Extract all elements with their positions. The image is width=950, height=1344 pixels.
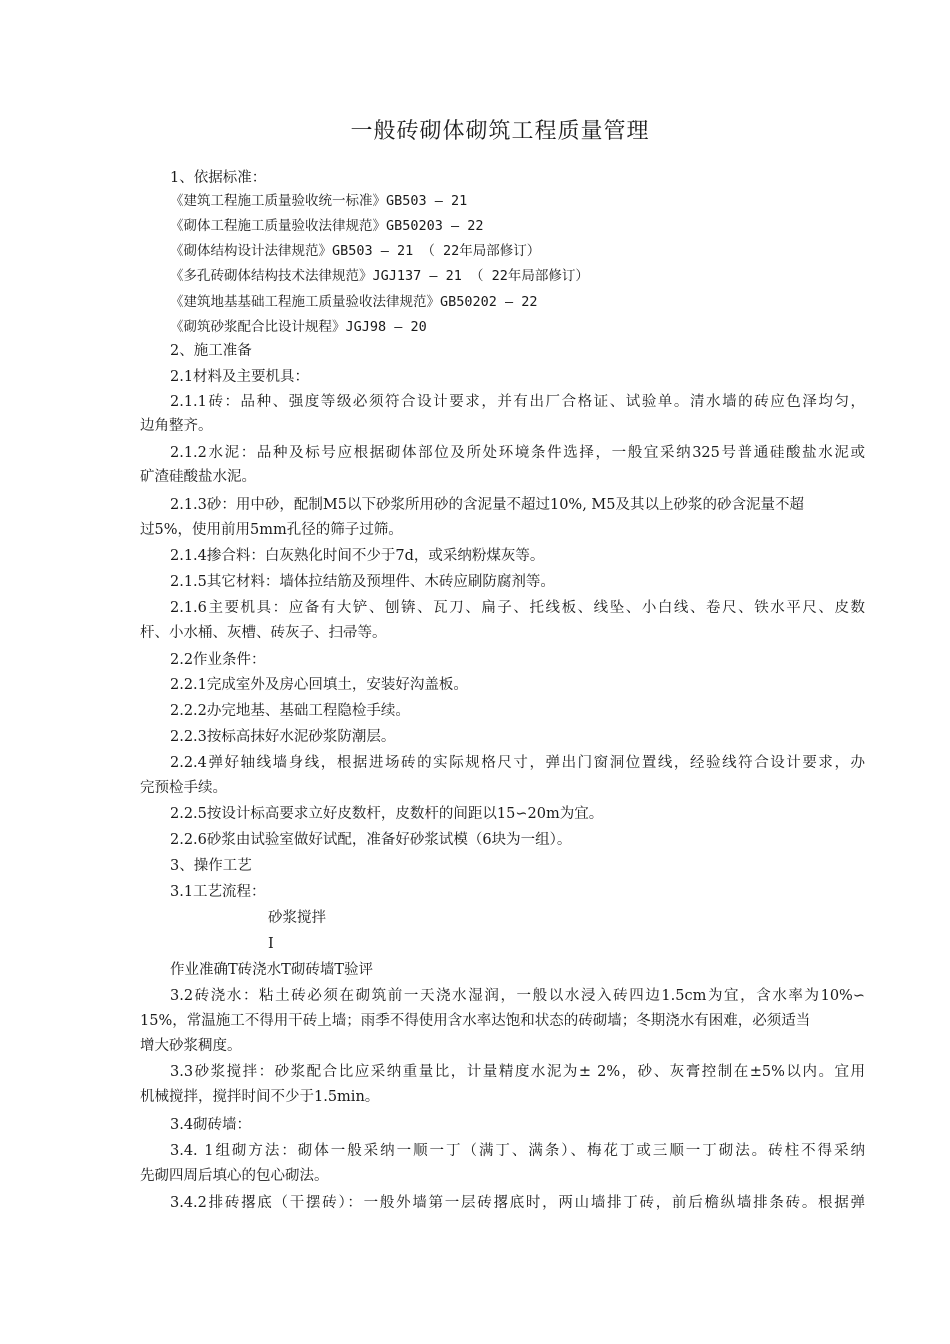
text-line: 2.2.2办完地基、基础工程隐检手续。 [170, 703, 410, 719]
text-line: 边角整齐。 [140, 418, 213, 434]
text-line: 2.1.2水泥：品种及标号应根据砌体部位及所处环境条件选择，一般宜采纳325号普通硅酸盐水泥或 [170, 445, 865, 461]
text-line: 增大砂浆稠度。 [140, 1038, 242, 1054]
text-line: 2.1.6主要机具：应备有大铲、刨锛、瓦刀、扁子、托线板、线坠、小白线、卷尺、铁水平尺、皮数 [170, 600, 865, 616]
text-line: 2.2.1完成室外及房心回填土，安装好沟盖板。 [170, 677, 468, 693]
text-line: 2.2作业条件： [170, 652, 266, 668]
text-line: 3.3砂浆搅拌：砂浆配合比应采纳重量比，计量精度水泥为± 2%，砂、灰膏控制在±5%以内。宜用 [170, 1064, 865, 1080]
flow-step-mortar: 砂浆搅拌 [268, 910, 326, 926]
text-line: 过5%，使用前用5mm孔径的筛子过筛。 [140, 522, 403, 538]
text-line: 完预检手续。 [140, 780, 227, 796]
document-title: 一般砖砌体砌筑工程质量管理 [350, 119, 650, 144]
text-line: 2.2.5按设计标高要求立好皮数杆，皮数杆的间距以15∽20m为宜。 [170, 806, 604, 822]
text-line: 2.1材料及主要机具： [170, 369, 310, 385]
text-line: 3.4.2排砖撂底（干摆砖）：一般外墙第一层砖撂底时，两山墙排丁砖，前后檐纵墙排条砖。根据弹 [170, 1195, 865, 1211]
text-line: 2、施工准备 [170, 343, 252, 359]
text-line: 15%，常温施工不得用干砖上墙；雨季不得使用含水率达饱和状态的砖砌墙；冬期浇水有困难，必须适当 [140, 1013, 811, 1029]
text-line: 3.1工艺流程： [170, 884, 266, 900]
text-line: 2.1.3砂：用中砂，配制M5以下砂浆所用砂的含泥量不超过10%, M5及其以上砂浆的砂含泥量不超 [170, 497, 804, 513]
flow-arrow: I [268, 936, 274, 952]
text-line: 《多孔砖砌体结构技术法律规范》JGJ137 – 21 （ 22年局部修订） [170, 268, 589, 284]
text-line: 2.2.3按标高抹好水泥砂浆防潮层。 [170, 729, 396, 745]
text-line: 2.2.6砂浆由试验室做好试配，准备好砂浆试模（6块为一组）。 [170, 832, 572, 848]
text-line: 先砌四周后填心的包心砌法。 [140, 1168, 329, 1184]
text-line: 2.2.4弹好轴线墙身线，根据进场砖的实际规格尺寸，弹出门窗洞位置线，经验线符合设计要求，办 [170, 755, 865, 771]
text-line: 3.4. 1组砌方法：砌体一般采纳一顺一丁（满丁、满条）、梅花丁或三顺一丁砌法。砖柱不得采纳 [170, 1143, 865, 1159]
flow-main: 作业准确T砖浇水T砌砖墙T验评 [170, 962, 374, 978]
text-line: 机械搅拌，搅拌时间不少于1.5min。 [140, 1089, 380, 1105]
text-line: 3.2砖浇水：粘土砖必须在砌筑前一天浇水湿润，一般以水浸入砖四边1.5cm为宜，含水率为10%∽ [170, 988, 865, 1004]
text-line: 2.1.4掺合料：白灰熟化时间不少于7d，或采纳粉煤灰等。 [170, 548, 545, 564]
text-line: 3.4砌砖墙： [170, 1117, 252, 1133]
text-line: 2.1.5其它材料：墙体拉结筋及预埋件、木砖应刷防腐剂等。 [170, 574, 555, 590]
text-line: 2.1.1砖：品种、强度等级必须符合设计要求，并有出厂合格证、试验单。清水墙的砖应色泽均匀， [170, 394, 865, 410]
text-line: 杆、小水桶、灰槽、砖灰子、扫帚等。 [140, 625, 387, 641]
text-line: 矿渣硅酸盐水泥。 [140, 469, 256, 485]
text-line: 《砌体工程施工质量验收法律规范》GB50203 – 22 [170, 218, 484, 234]
text-line: 《砌体结构设计法律规范》GB503 – 21 （ 22年局部修订） [170, 243, 541, 259]
text-line: 3、操作工艺 [170, 858, 252, 874]
text-line: 《建筑工程施工质量验收统一标准》GB503 – 21 [170, 193, 468, 209]
text-line: 1、依据标准： [170, 170, 267, 186]
text-line: 《建筑地基基础工程施工质量验收法律规范》GB50202 – 22 [170, 294, 538, 310]
text-line: 《砌筑砂浆配合比设计规程》JGJ98 – 20 [170, 319, 427, 335]
